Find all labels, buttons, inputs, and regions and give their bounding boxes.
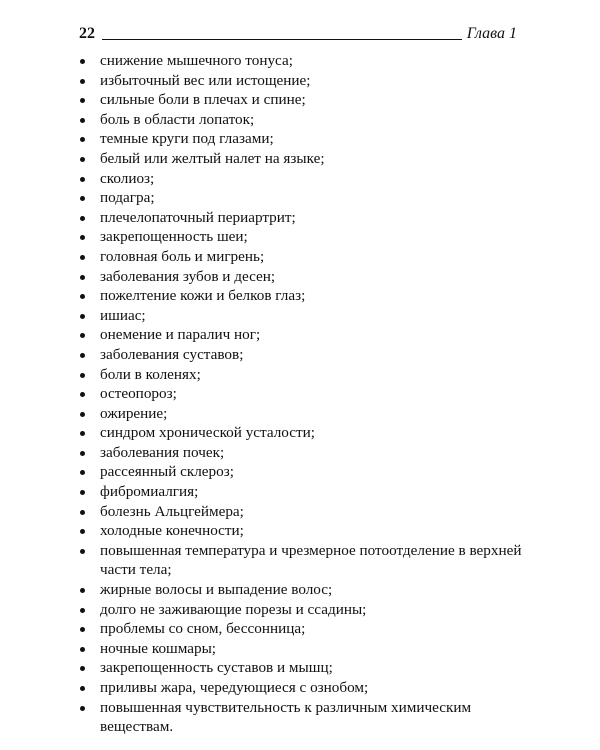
list-item-text: боли в коленях;: [100, 365, 201, 383]
bullet-icon: [80, 451, 85, 456]
list-item: [79, 345, 529, 365]
list-item: [79, 90, 529, 110]
bullet-list: [79, 51, 529, 737]
bullet-icon: [80, 157, 85, 162]
bullet-icon: [80, 333, 85, 338]
bullet-icon: [80, 549, 85, 554]
list-item-text: заболевания суставов;: [100, 345, 244, 363]
list-item: [79, 462, 529, 482]
list-item: [79, 129, 529, 149]
list-item: [79, 325, 529, 345]
list-item: [79, 149, 529, 169]
list-item-text: заболевания почек;: [100, 443, 225, 461]
bullet-icon: [80, 470, 85, 475]
bullet-icon: [80, 627, 85, 632]
bullet-icon: [80, 392, 85, 397]
list-item-text: приливы жара, чередующиеся с ознобом;: [100, 679, 369, 696]
list-item-text: сильные боли в плечах и спине;: [100, 91, 306, 109]
list-item: [79, 188, 529, 208]
running-header: [79, 24, 517, 46]
bullet-icon: [80, 275, 85, 280]
bullet-icon: [80, 490, 85, 495]
list-item: [79, 51, 529, 71]
list-item-text: подагра;: [100, 189, 155, 207]
bullet-icon: [80, 177, 85, 182]
bullet-icon: [80, 412, 85, 417]
list-item-text: снижение мышечного тонуса;: [100, 52, 293, 69]
list-item-text: сколиоз;: [100, 169, 155, 187]
bullet-icon: [80, 431, 85, 436]
list-item: [79, 482, 529, 502]
bullet-icon: [80, 666, 85, 671]
list-item-text: избыточный вес или истощение;: [100, 71, 311, 89]
list-item: [79, 365, 529, 385]
bullet-icon: [80, 59, 85, 64]
list-item: [79, 247, 529, 267]
list-item: [79, 580, 529, 600]
bullet-icon: [80, 529, 85, 534]
list-item: [79, 267, 529, 287]
list-item: [79, 521, 529, 541]
list-item-text: синдром хронической усталости;: [100, 424, 315, 442]
list-item-text: болезнь Альцгеймера;: [100, 502, 244, 520]
list-item-text: закрепощенность шеи;: [100, 228, 248, 246]
list-item: [79, 443, 529, 463]
list-item: [79, 541, 529, 580]
list-item: [79, 502, 529, 522]
list-item: [79, 639, 529, 659]
bullet-icon: [80, 373, 85, 378]
bullet-icon: [80, 294, 85, 299]
bullet-icon: [80, 118, 85, 123]
list-item: [79, 208, 529, 228]
list-item: [79, 306, 529, 326]
bullet-icon: [80, 196, 85, 201]
list-item-text: проблемы со сном, бессонница;: [100, 620, 306, 638]
list-item: [79, 286, 529, 306]
bullet-icon: [80, 647, 85, 652]
list-item-text: закрепощенность суставов и мышц;: [100, 659, 333, 677]
list-item: [79, 169, 529, 189]
bullet-icon: [80, 98, 85, 103]
list-item-text: темные круги под глазами;: [100, 130, 274, 148]
list-item-text: боль в области лопаток;: [100, 110, 255, 128]
list-item-text: ночные кошмары;: [100, 639, 216, 657]
list-item-text: долго не заживающие порезы и ссадины;: [100, 600, 367, 618]
list-item: [79, 678, 529, 698]
bullet-icon: [80, 588, 85, 593]
list-item: [79, 110, 529, 130]
list-item: [79, 227, 529, 247]
list-item-text: онемение и паралич ног;: [100, 326, 261, 344]
list-item: [79, 384, 529, 404]
bullet-icon: [80, 216, 85, 221]
list-item-text: головная боль и мигрень;: [100, 247, 265, 265]
list-item-text: пожелтение кожи и белков глаз;: [100, 287, 306, 305]
bullet-icon: [80, 314, 85, 319]
list-item-text: рассеянный склероз;: [100, 463, 234, 481]
bullet-icon: [80, 235, 85, 240]
list-item-text: ишиас;: [100, 306, 146, 324]
list-item: [79, 404, 529, 424]
chapter-label: Глава 1: [466, 25, 517, 42]
bullet-icon: [80, 137, 85, 142]
list-item: [79, 619, 529, 639]
list-item-text: остеопороз;: [100, 385, 177, 403]
list-item-text: заболевания зубов и десен;: [100, 267, 276, 285]
list-item: [79, 658, 529, 678]
bullet-icon: [80, 353, 85, 358]
list-item: [79, 423, 529, 443]
bullet-icon: [80, 79, 85, 84]
list-item-text: плечелопаточный периартрит;: [100, 208, 296, 226]
bullet-icon: [80, 706, 85, 711]
list-item-text: ожирение;: [100, 404, 168, 422]
list-item: [79, 698, 529, 737]
list-item-text: жирные волосы и выпадение волос;: [100, 581, 333, 599]
list-item-text: белый или желтый налет на языке;: [100, 149, 325, 167]
page-number: 22: [79, 25, 95, 42]
list-item: [79, 71, 529, 91]
list-item-text: холодные конечности;: [100, 522, 244, 540]
bullet-icon: [80, 686, 85, 691]
list-item-text: фибромиалгия;: [100, 483, 199, 501]
bullet-icon: [80, 510, 85, 515]
list-item-text: повышенная температура и чрезмерное потоотделение в верхней части тела;: [100, 541, 522, 579]
bullet-icon: [80, 608, 85, 613]
header-rule: [102, 39, 462, 40]
list-item: [79, 600, 529, 620]
list-item-text: повышенная чувствительность к различным химическим веществам.: [100, 698, 472, 736]
bullet-icon: [80, 255, 85, 260]
